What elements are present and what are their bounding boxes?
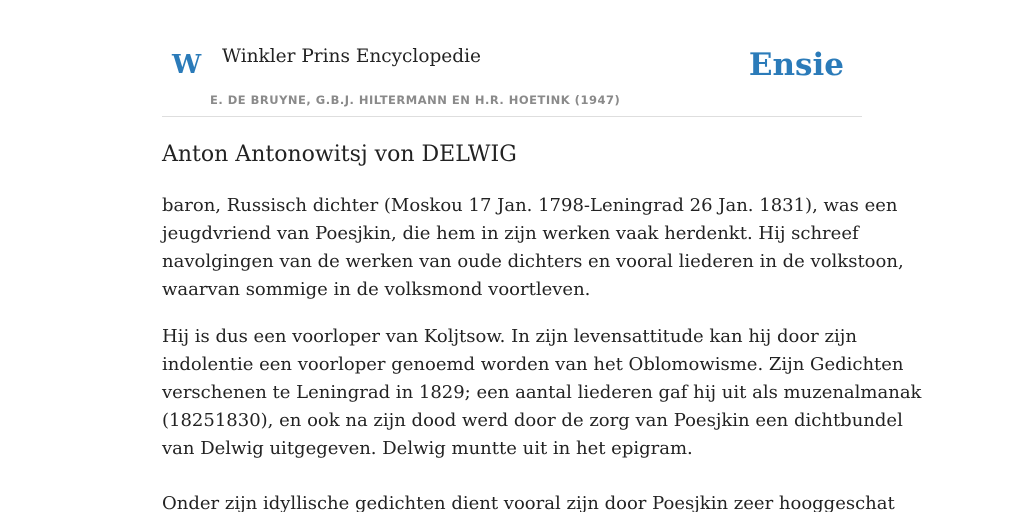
article-title: Anton Antonowitsj von DELWIG bbox=[162, 142, 517, 167]
paragraph-line: Hij is dus een voorloper van Koljtsow. In zijn levensattitude kan hij door zijn bbox=[162, 326, 857, 347]
paragraph-line: Onder zijn idyllische gedichten dient vooral zijn door Poesjkin zeer hooggeschat bbox=[162, 493, 895, 512]
ensie-logo[interactable]: Ensie bbox=[748, 47, 844, 83]
site-header bbox=[162, 0, 862, 117]
article bbox=[162, 136, 922, 512]
article-paragraph bbox=[162, 490, 895, 512]
paragraph-line: waarvan sommige in de volksmond voortleven. bbox=[162, 279, 591, 300]
paragraph-line: van Delwig uitgegeven. Delwig muntte uit in het epigram. bbox=[162, 438, 693, 459]
article-paragraph bbox=[162, 323, 921, 463]
winkler-prins-logo-icon[interactable]: W bbox=[172, 50, 202, 80]
paragraph-line: baron, Russisch dichter (Moskou 17 Jan. 1798-Leningrad 26 Jan. 1831), was een bbox=[162, 195, 898, 216]
paragraph-line: navolgingen van de werken van oude dichters en vooral liederen in de volkstoon, bbox=[162, 251, 904, 272]
source-authors: E. DE BRUYNE, G.B.J. HILTERMANN EN H.R. HOETINK (1947) bbox=[210, 93, 621, 107]
paragraph-line: verschenen te Leningrad in 1829; een aantal liederen gaf hij uit als muzenalmanak bbox=[162, 382, 922, 403]
source-title[interactable]: Winkler Prins Encyclopedie bbox=[222, 46, 481, 67]
paragraph-line: indolentie een voorloper genoemd worden van het Oblomowisme. Zijn Gedichten bbox=[162, 354, 904, 375]
paragraph-line: (18251830), en ook na zijn dood werd door de zorg van Poesjkin een dichtbundel bbox=[162, 410, 903, 431]
paragraph-line: jeugdvriend van Poesjkin, die hem in zijn werken vaak herdenkt. Hij schreef bbox=[162, 223, 859, 244]
article-paragraph bbox=[162, 192, 904, 304]
